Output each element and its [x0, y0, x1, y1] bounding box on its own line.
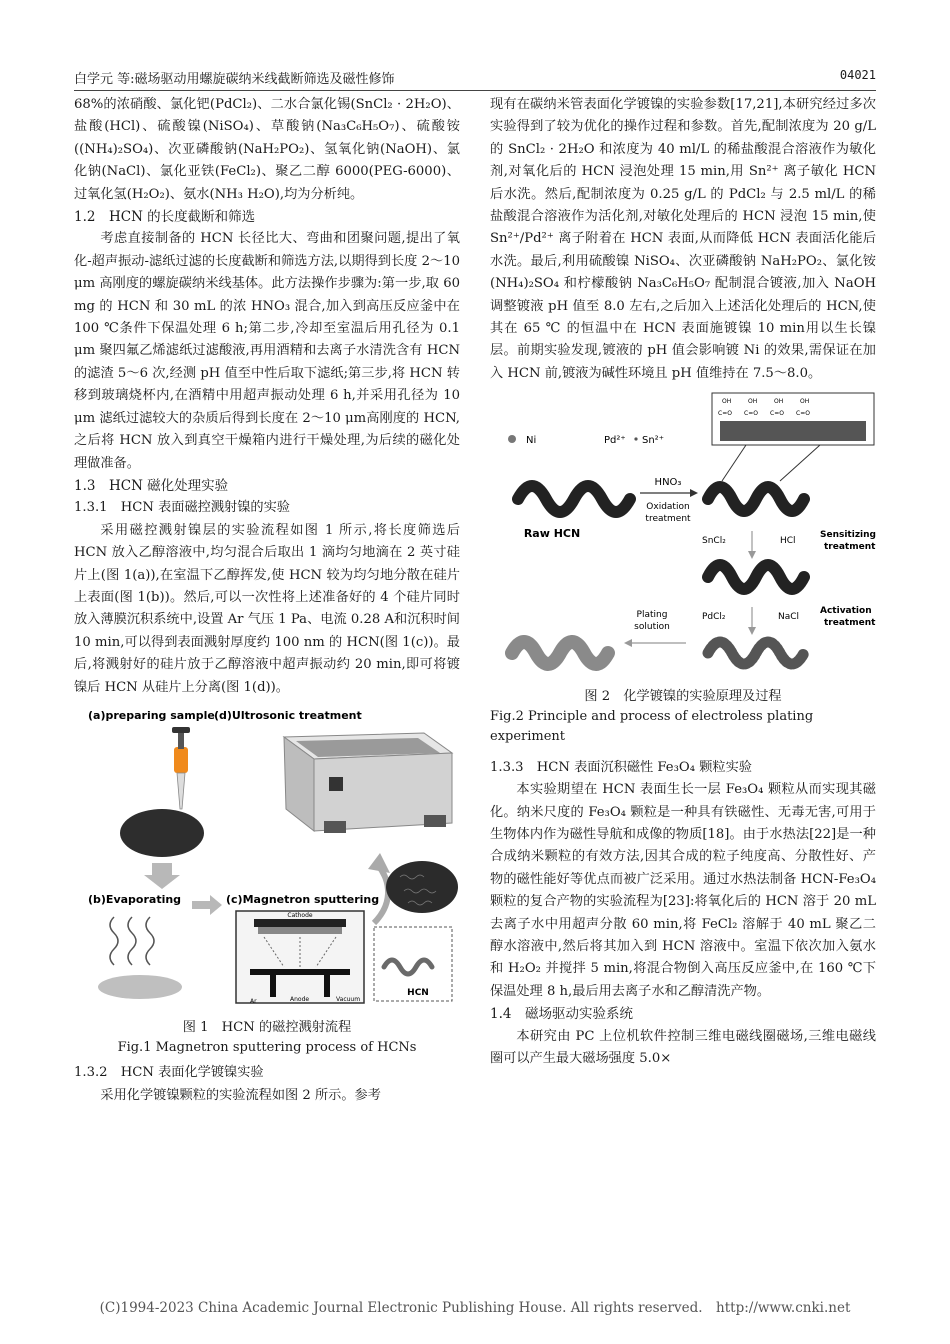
anode-label: Anode: [290, 995, 310, 1003]
figure-1-caption-zh: 图 1 HCN 的磁控溅射流程: [182, 1020, 352, 1036]
figure-1: [74, 705, 460, 1013]
fe3o4-paragraph: 本实验期望在 HCN 表面生长一层 Fe₃O₄ 颗粒从而实现其磁化。纳米尺度的 Fe₃O₄ 颗粒是一种具有铁磁性、无毒无害,可用于生物体内作为磁性导航和成像的物质[18]。由于水热法[22]是一种合成纳米颗粒的有效方法,因其合成的粒子纯度高、分散性好、产物的磁性能好等优点而被广泛采用。通过水热法制备 HCN-Fe₃O₄ 颗粒的复合产物的实验流程为[23]:将氧化后的 HCN 溶于 20 mL 去离子水中用超声分散 60 min,将 FeCl₂ 溶解于 40 mL 聚乙二醇水溶液中,然后将其加入到 HCN 溶液中。室温下依次加入氨水和 H₂O₂ 并搅拌 5 min,将混合物倒入高压反应釜中,在 160 ℃下保温处理 8 h,最后用去离子水和乙醇清洗产物。: [490, 782, 876, 999]
legend-sn: Sn²⁺: [642, 435, 664, 447]
section-1-4-heading: 1.4 磁场驱动实验系统: [490, 1006, 633, 1023]
sputtering-paragraph: 采用磁控溅射镍层的实验流程如图 1 所示,将长度筛选后 HCN 放入乙醇溶液中,均匀混合后取出 1 滴均匀地滴在 2 英寸硅片上(图 1(a)),在室温下乙醇挥发,使 HCN 较为均匀地分散在硅片上表面(图 1(b))。然后,可以一次性将上述准备好的 4 个硅片同时放入薄膜沉积系统中,设置 Ar 气压 1 Pa、电流 0.28 A和沉积时间 10 min,可以得到表面溅射厚度约 100 nm 的 HCN(图 1(c))。最后,将溅射好的硅片放于乙醇溶液中超声振动约 20 min,即可将镀镍后 HCN 从硅片上分离(图 1(d))。: [74, 522, 460, 695]
sn-dot-icon: [634, 438, 637, 441]
copyright-footer: (C)1994-2023 China Academic Journal Electronic Publishing House. All rights reserved. http://www.cnki.net: [99, 1300, 851, 1316]
header-authors-title: 白学元 等:磁场驱动用螺旋碳纳米线截断筛选及磁性修饰: [74, 72, 395, 87]
fig1-label-b: (b)Evaporating: [88, 892, 182, 906]
nacl-label: NaCl: [778, 612, 800, 623]
oh-label-4: OH: [800, 398, 810, 406]
figure-2: [490, 391, 876, 681]
figure-2-caption-en: Fig.2 Principle and process of electroless plating experiment: [490, 708, 814, 744]
pipette-icon: [172, 727, 190, 809]
header-article-number: 04021: [839, 68, 876, 82]
hno3-label: HNO₃: [654, 477, 682, 489]
sensitizing-treatment-label: treatment: [824, 542, 876, 553]
figure-1-diagram: [74, 705, 460, 1005]
activation-treatment-label: treatment: [824, 618, 876, 629]
silicon-wafer-b: [98, 975, 182, 999]
curved-arrow-head: [368, 853, 390, 873]
oh-label-1: OH: [722, 398, 732, 406]
electroless-intro-paragraph: 采用化学镀镍颗粒的实验流程如图 2 所示。参考: [100, 1087, 381, 1103]
vacuum-label: Vacuum: [336, 995, 361, 1003]
down-arrow-icon: [748, 551, 756, 559]
raw-hcn-label: Raw HCN: [523, 527, 581, 541]
length-truncation-paragraph: 考虑直接制备的 HCN 长径比大、弯曲和团聚问题,提出了氧化-超声振动-滤纸过滤的长度截断和筛选方法,以期得到长度 2～10 μm 高刚度的螺旋碳纳米线基体。此方法操作步骤为:第一步,取 60 mg 的 HCN 和 30 mL 的浓 HNO₃ 混合,加入到高压反应釜中在 100 ℃条件下保温处理 6 h;第二步,冷却至室温后用孔径为 0.1 μm 聚四氟乙烯滤纸过滤酸液,再用酒精和去离子水清洗含有 HCN 的滤渣 5～6 次,经测 pH 值至中性后取下滤纸;第三步,将 HCN 转移到玻璃烧杯内,在酒精中用超声振动处理 6 h,并采用孔径为 10 μm 滤纸过滤较大的杂质后得到长度在 2～10 μm高刚度的 HCN,之后将 HCN 放入到真空干燥箱内进行干燥处理,为后续的磁化处理做准备。: [74, 231, 460, 471]
down-arrow-icon-2: [748, 627, 756, 635]
plating-label: Plating: [636, 610, 668, 621]
driving-system-paragraph: 本研究由 PC 上位机软件控制三维电磁线圈磁场,三维电磁线圈可以产生最大磁场强度 5.0×: [490, 1028, 876, 1066]
section-1-3-2-heading: 1.3.2 HCN 表面化学镀镍实验: [74, 1065, 264, 1081]
cathode-label: Cathode: [287, 911, 313, 919]
co-label-4: C=O: [796, 410, 810, 418]
silicon-wafer-a: [120, 809, 204, 857]
zoom-line-2: [780, 445, 820, 481]
activation-label: Activation: [820, 606, 872, 617]
section-1-3-3-heading: 1.3.3 HCN 表面沉积磁性 Fe₃O₄ 颗粒实验: [490, 759, 752, 775]
sensitized-hcn-coil: [708, 565, 804, 589]
co-label-2: C=O: [744, 410, 758, 418]
figure-1-caption-en: Fig.1 Magnetron sputtering process of HCNs: [117, 1040, 417, 1056]
down-arrow-icon: [144, 863, 180, 889]
materials-paragraph: 68%的浓硝酸、氯化钯(PdCl₂)、二水合氯化锡(SnCl₂ · 2H₂O)、盐酸(HCl)、硫酸镍(NiSO₄)、草酸钠(Na₃C₆H₅O₇)、硫酸铵((NH₄)₂SO₄)、次亚磷酸钠(NaH₂PO₂)、氢氧化钠(NaOH)、氯化钠(NaCl)、氯化亚铁(FeCl₂)、聚乙二醇 6000(PEG-6000)、过氧化氢(H₂O₂)、氨水(NH₃ H₂O),均为分析纯。: [74, 97, 460, 202]
oh-label-3: OH: [774, 398, 784, 406]
sensitizing-label: Sensitizing: [820, 530, 876, 541]
sputtering-chamber-icon: [236, 911, 364, 1005]
nanotube-wall: [720, 421, 866, 441]
co-label-3: C=O: [770, 410, 784, 418]
legend-pd: Pd²⁺: [604, 435, 626, 447]
activated-hcn-coil: [708, 642, 804, 664]
fig1-label-d: (d)Ultrosonic treatment: [214, 708, 362, 722]
oh-label-2: OH: [748, 398, 758, 406]
zoom-line-1: [722, 445, 746, 481]
sncl2-label: SnCl₂: [702, 536, 726, 547]
fig1-label-a: (a)preparing sample: [88, 708, 215, 722]
hcn-label: HCN: [407, 987, 429, 998]
solution-label: solution: [634, 622, 670, 633]
section-1-3-heading: 1.3 HCN 磁化处理实验: [74, 477, 229, 494]
pdcl2-label: PdCl₂: [702, 612, 726, 623]
figure-2-diagram: [490, 391, 876, 673]
left-column: [74, 94, 460, 1107]
ni-plated-hcn-coil: [512, 642, 608, 664]
co-label-1: C=O: [718, 410, 732, 418]
oxidation-treatment-label: treatment: [645, 514, 691, 525]
wafer-with-hcn: [386, 861, 458, 913]
oxidized-hcn-coil: [708, 487, 804, 511]
running-header: [74, 66, 876, 91]
legend-ni: Ni: [526, 435, 537, 447]
right-arrow-icon: [690, 489, 698, 497]
left-arrow-icon: [624, 639, 632, 647]
right-arrow-icon: [192, 895, 222, 915]
figure-2-caption-zh: 图 2 化学镀镍的实验原理及过程: [584, 688, 782, 704]
ni-dot-icon: [508, 435, 516, 443]
electroless-paragraph: 现有在碳纳米管表面化学镀镍的实验参数[17,21],本研究经过多次实验得到了较为优化的操作过程和参数。首先,配制浓度为 20 g/L 的 SnCl₂ · 2H₂O 和浓度为 40 ml/L 的稀盐酸混合溶液作为敏化剂,对氧化后的 HCN 浸泡处理 15 min,用 Sn²⁺ 离子敏化 HCN 后水洗。然后,配制浓度为 0.25 g/L 的 PdCl₂ 与 2.5 ml/L 的稀盐酸混合溶液作为活化剂,对敏化处理后的 HCN 浸泡 15 min,使 Sn²⁺/Pd²⁺ 离子附着在 HCN 表面,从而降低 HCN 表面活化能后水洗。最后,利用硫酸镍 NiSO₄、次亚磷酸钠 NaH₂PO₂、氯化铵(NH₄)₂SO₄ 和柠檬酸钠 Na₃C₆H₅O₇ 配制混合镀液,加入 NaOH 调整镀液 pH 值至 8.0 左右,之后加入上述活化处理后的 HCN,使其在 65 ℃ 的恒温中在 HCN 表面施镀镍 10 min用以生长镍层。前期实验发现,镀液的 pH 值会影响镀 Ni 的效果,需保证在加入 HCN 前,镀液为碱性环境且 pH 值维持在 7.5～8.0。: [490, 97, 876, 381]
right-column: [490, 94, 876, 1070]
fig1-label-c: (c)Magnetron sputtering: [226, 892, 380, 906]
ultrasonic-bath-icon: [284, 733, 452, 833]
ar-label: Ar: [250, 997, 257, 1005]
section-1-3-1-heading: 1.3.1 HCN 表面磁控溅射镍的实验: [74, 500, 290, 516]
section-1-2-heading: 1.2 HCN 的长度截断和筛选: [74, 209, 256, 226]
raw-hcn-coil: [518, 486, 630, 512]
oxidation-label: Oxidation: [646, 502, 690, 513]
hcl-label: HCl: [780, 536, 796, 547]
evaporation-waves-icon: [110, 917, 154, 965]
